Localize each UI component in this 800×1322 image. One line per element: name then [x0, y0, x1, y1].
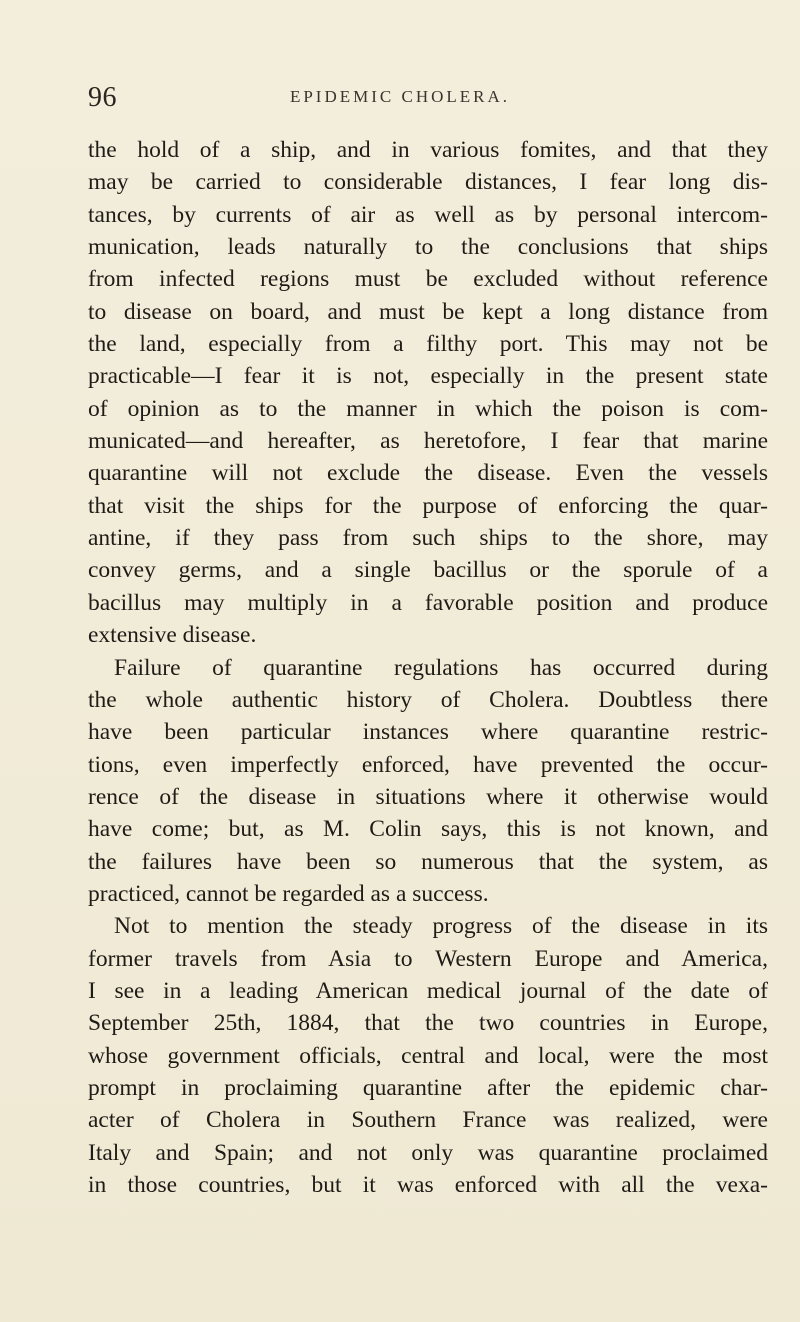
text-line: convey germs, and a single bacillus or the sporule of a	[88, 557, 768, 584]
text-line: Failure of quarantine regulations has occurred during	[114, 654, 768, 681]
text-line: practicable—I fear it is not, especially in the present state	[88, 363, 768, 390]
text-line: have been particular instances where quarantine restric-	[88, 719, 768, 746]
text-line: acter of Cholera in Southern France was realized, were	[88, 1107, 768, 1134]
text-line: from infected regions must be excluded without reference	[88, 266, 768, 293]
text-line: extensive disease.	[88, 622, 257, 649]
text-line: quarantine will not exclude the disease. Even the vessels	[88, 460, 768, 487]
text-line: antine, if they pass from such ships to the shore, may	[88, 525, 768, 552]
text-line: the hold of a ship, and in various fomites, and that they	[88, 137, 768, 163]
body-text	[88, 134, 768, 1201]
text-line: Not to mention the steady progress of the disease in its	[114, 913, 768, 940]
page-number: 96	[88, 82, 117, 113]
text-line: that visit the ships for the purpose of enforcing the quar-	[88, 492, 768, 519]
text-line: bacillus may multiply in a favorable position and produce	[88, 589, 768, 616]
text-line: Italy and Spain; and not only was quarantine proclaimed	[88, 1139, 768, 1166]
text-line: September 25th, 1884, that the two countries in Europe,	[88, 1010, 768, 1037]
text-line: in those countries, but it was enforced with all the vexa-	[88, 1172, 768, 1198]
running-title: EPIDEMIC CHOLERA.	[289, 87, 511, 106]
text-line: the land, especially from a filthy port. This may not be	[88, 331, 768, 358]
text-line: tions, even imperfectly enforced, have prevented the occur-	[88, 751, 768, 778]
text-line: I see in a leading American medical journal of the date of	[88, 977, 768, 1004]
text-line: former travels from Asia to Western Europe and America,	[88, 945, 768, 972]
text-line: municated—and hereafter, as heretofore, I fear that marine	[88, 428, 768, 455]
text-line: to disease on board, and must be kept a long distance from	[88, 298, 768, 325]
text-line: rence of the disease in situations where it otherwise would	[88, 783, 768, 810]
text-line: whose government officials, central and local, were the most	[88, 1042, 768, 1069]
text-line: prompt in proclaiming quarantine after the epidemic char-	[88, 1074, 768, 1101]
text-line: the failures have been so numerous that the system, as	[88, 848, 768, 875]
text-line: munication, leads naturally to the conclusions that ships	[88, 234, 768, 261]
text-line: practiced, cannot be regarded as a success.	[88, 880, 489, 907]
text-line: have come; but, as M. Colin says, this is not known, and	[88, 816, 768, 843]
text-line: may be carried to considerable distances, I fear long dis-	[88, 169, 768, 196]
text-line: of opinion as to the manner in which the poison is com-	[88, 395, 768, 422]
text-line: the whole authentic history of Cholera. Doubtless there	[88, 686, 768, 713]
text-line: tances, by currents of air as well as by personal intercom-	[88, 201, 768, 228]
